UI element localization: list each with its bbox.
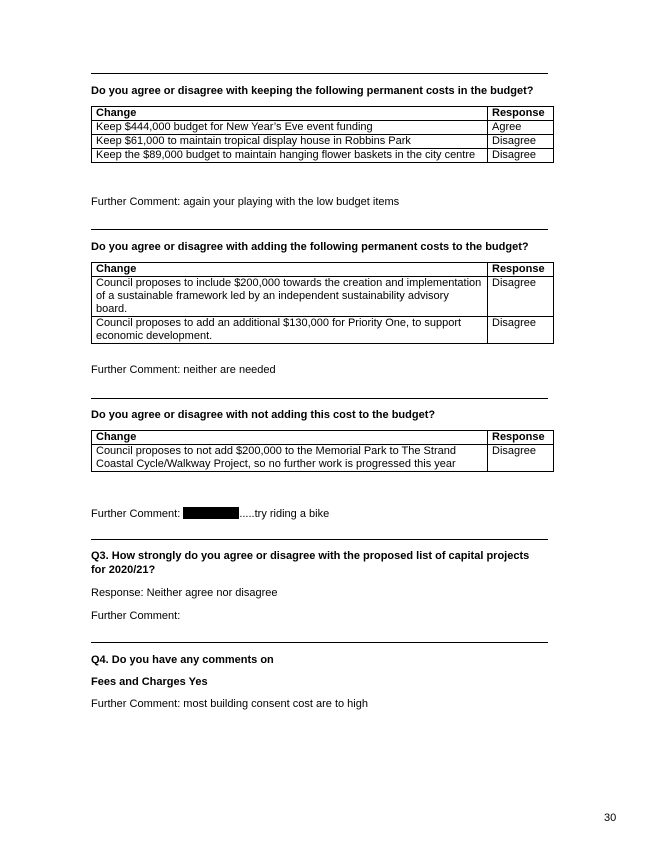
- section-question: Do you agree or disagree with not adding this cost to the budget?: [91, 409, 436, 421]
- q4-subheading: Fees and Charges Yes: [91, 676, 208, 688]
- response-cell: Disagree: [488, 135, 554, 149]
- table-row: [92, 317, 554, 344]
- table-row: [92, 135, 554, 149]
- divider: [91, 539, 548, 540]
- further-comment: Further Comment: again your playing with the low budget items: [91, 196, 400, 208]
- table-row: [92, 121, 554, 135]
- section-question: Do you agree or disagree with adding the following permanent costs to the budget?: [91, 241, 529, 253]
- response-cell: Disagree: [488, 317, 554, 344]
- column-header-change: Change: [92, 431, 488, 445]
- response-cell: Disagree: [488, 277, 554, 317]
- q4-question: Q4. Do you have any comments on: [91, 654, 274, 666]
- further-comment: Further Comment: most building consent cost are to high: [91, 698, 368, 710]
- q3-response: Response: Neither agree nor disagree: [91, 587, 278, 599]
- change-cell: Keep $61,000 to maintain tropical display house in Robbins Park: [92, 135, 488, 149]
- column-header-response: Response: [488, 107, 554, 121]
- change-cell: Council proposes to include $200,000 towards the creation and implementation of a sustainable framework led by an independent sustainability advisory board.: [92, 277, 488, 317]
- change-cell: Council proposes to add an additional $130,000 for Priority One, to support economic development.: [92, 317, 488, 344]
- column-header-response: Response: [488, 263, 554, 277]
- divider: [91, 73, 548, 74]
- response-cell: Disagree: [488, 149, 554, 163]
- change-cell: Keep the $89,000 budget to maintain hanging flower baskets in the city centre: [92, 149, 488, 163]
- response-table: [91, 262, 554, 344]
- change-cell: Council proposes to not add $200,000 to the Memorial Park to The Strand Coastal Cycle/Walkway Project, so no further work is progressed this year: [92, 445, 488, 472]
- table-row: [92, 445, 554, 472]
- further-comment-label: Further Comment:: [91, 508, 184, 520]
- q3-question: Q3. How strongly do you agree or disagree with the proposed list of capital projects for 2020/21?: [91, 550, 530, 576]
- further-comment: Further Comment:: [91, 610, 181, 622]
- response-table: [91, 106, 554, 163]
- further-comment-text: .....try riding a bike: [239, 508, 330, 520]
- column-header-change: Change: [92, 107, 488, 121]
- redaction-block: [183, 507, 239, 519]
- table-header-row: [92, 431, 554, 445]
- divider: [91, 229, 548, 230]
- response-table: [91, 430, 554, 472]
- further-comment: [91, 507, 329, 521]
- table-header-row: [92, 107, 554, 121]
- response-cell: Disagree: [488, 445, 554, 472]
- response-cell: Agree: [488, 121, 554, 135]
- column-header-change: Change: [92, 263, 488, 277]
- further-comment: Further Comment: neither are needed: [91, 364, 276, 376]
- table-header-row: [92, 263, 554, 277]
- column-header-response: Response: [488, 431, 554, 445]
- divider: [91, 642, 548, 643]
- change-cell: Keep $444,000 budget for New Year’s Eve event funding: [92, 121, 488, 135]
- table-row: [92, 149, 554, 163]
- page-number: 30: [604, 812, 617, 824]
- table-row: [92, 277, 554, 317]
- section-question: Do you agree or disagree with keeping the following permanent costs in the budget?: [91, 85, 534, 97]
- divider: [91, 398, 548, 399]
